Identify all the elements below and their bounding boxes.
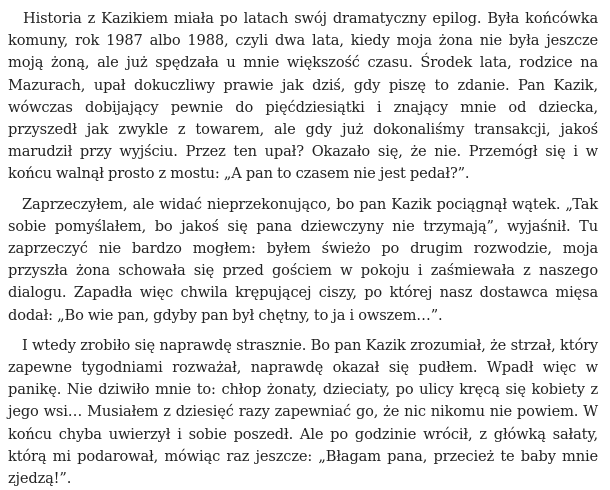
paragraph-2: Zaprzeczyłem, ale widać nieprzekonująco, bo pan Kazik pociągnął wątek. „Tak sobie pomyślałem, bo jakoś się pana dziewczyny nie trzymają”, wyjaśnił. Tu zaprzeczyć nie bardzo mogłem: byłem świeżo po drugim rozwodzie, moja przyszła żona schowała się przed gościem w pokoju i zaśmiewała z naszego dialogu. Zapadła więc chwila krępującej ciszy, po której nasz dostawca mięsa dodał: „Bo wie pan, gdyby pan był chętny, to ja i owszem…”.: [8, 195, 598, 324]
paragraph-1: Historia z Kazikiem miała po latach swój dramatyczny epilog. Była końcówka komuny, rok 1987 albo 1988, czyli dwa lata, kiedy moja żona nie była jeszcze moją żoną, ale już spędzała u mnie większość czasu. Środek lata, rodzice na Mazurach, upał dokuczliwy prawie jak dziś, gdy piszę to zdanie. Pan Kazik, wówczas dobijający pewnie do pięćdziesiątki i znający mnie od dziecka, przyszedł jak zwykle z towarem, ale gdy już dokonaliśmy transakcji, jakoś marudził przy wyjściu. Przez ten upał? Okazało się, że nie. Przemógł się i w końcu walnął prosto z mostu: „A pan to czasem nie jest pedał?”.: [8, 10, 598, 183]
paragraph-3: I wtedy zrobiło się naprawdę strasznie. Bo pan Kazik zrozumiał, że strzał, który zapewne tygodniami rozważał, naprawdę okazał się pudłem. Wpadł więc w panikę. Nie dziwiło mnie to: chłop żonaty, dzieciaty, po ulicy kręcą się kobiety z jego wsi… Musiałem z dziesięć razy zapewniać go, że nic nikomu nie powiem. W końcu chyba uwierzył i sobie poszedł. Ale po godzinie wrócił, z główką sałaty, którą mi podarował, mówiąc raz jeszcze: „Błagam pana, przecież te baby mnie zjedzą!”.: [8, 336, 598, 488]
